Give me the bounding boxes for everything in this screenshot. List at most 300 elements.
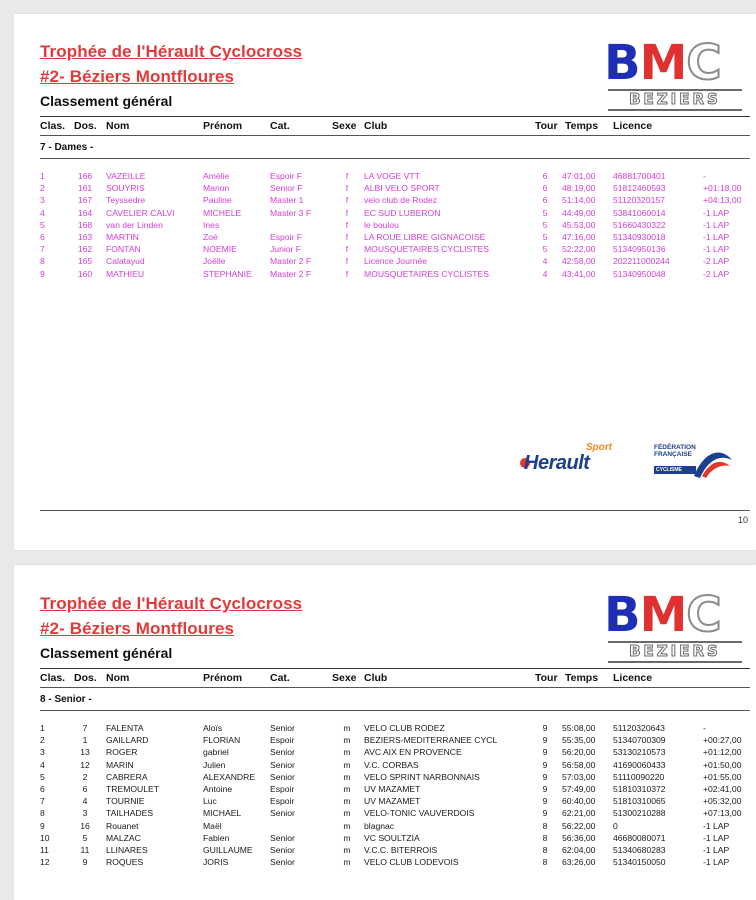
last-name-cell: TAILHADES <box>106 808 154 819</box>
col-nom: Nom <box>106 120 130 132</box>
licence-cell: 46881700401 <box>613 171 666 181</box>
event-subtitle: #2- Béziers Montfloures <box>40 619 235 638</box>
time-cell: 56:20,00 <box>562 747 596 758</box>
bib-cell: 9 <box>82 857 88 868</box>
last-name-cell: Calatayud <box>106 256 145 267</box>
sex-cell: m <box>343 820 351 831</box>
footer-rule <box>40 510 750 511</box>
col-club: Club <box>364 120 388 132</box>
bib-cell: 160 <box>77 268 93 279</box>
laps-cell: 9 <box>542 771 548 782</box>
bmc-letter-b: B <box>604 587 638 643</box>
last-name-cell: MALZAC <box>106 832 141 843</box>
rank-cell: 4 <box>40 207 45 218</box>
laps-cell: 9 <box>542 759 548 770</box>
header-rule <box>40 668 750 669</box>
first-name-cell: JORIS <box>203 857 229 868</box>
club-cell: blagnac <box>364 820 395 831</box>
licence-cell: 53841060014 <box>613 207 666 218</box>
col-temps: Temps <box>565 120 599 132</box>
last-name-cell: MATHIEU <box>106 268 145 279</box>
table-row <box>14 207 756 219</box>
rank-cell: 7 <box>40 244 45 255</box>
sex-cell: f <box>345 256 349 267</box>
results-table <box>14 722 756 868</box>
ffc-swoosh-icon <box>690 442 734 480</box>
last-name-cell: CAVELIER CALVI <box>106 207 175 218</box>
club-cell: VELO CLUB LODEVOIS <box>364 857 459 868</box>
table-row <box>14 243 756 255</box>
sex-cell: f <box>345 183 349 194</box>
bmc-beziers-wordmark: BEZIERS <box>608 641 742 663</box>
club-cell: LA VOGE VTT <box>364 171 420 181</box>
col-tour: Tour <box>535 120 558 132</box>
licence-cell: 202211000244 <box>613 256 670 267</box>
licence-cell: 51340150050 <box>613 857 666 868</box>
category-rule <box>40 710 750 711</box>
table-row <box>14 771 756 783</box>
rank-cell: 10 <box>40 832 50 843</box>
club-cell: Licence Journée <box>364 256 428 267</box>
colhead-rule <box>40 687 750 688</box>
last-name-cell: ROQUES <box>106 857 144 868</box>
bib-cell: 164 <box>77 207 93 218</box>
last-name-cell: ROGER <box>106 747 138 758</box>
last-name-cell: GAILLARD <box>106 735 149 746</box>
time-cell: 56:58,00 <box>562 759 596 770</box>
sex-cell: f <box>345 219 349 230</box>
category-cell: Senior <box>270 808 295 819</box>
first-name-cell: gabriel <box>203 747 229 758</box>
first-name-cell: Manon <box>203 183 230 194</box>
bib-cell: 11 <box>80 844 90 855</box>
laps-cell: 5 <box>542 219 548 230</box>
category-cell: Espoir F <box>270 171 302 181</box>
col-clas: Clas. <box>40 672 66 684</box>
gap-cell: -1 LAP <box>703 231 730 242</box>
club-cell: VELO SPRINT NARBONNAIS <box>364 771 480 782</box>
time-cell: 47:01,00 <box>562 171 596 181</box>
gap-cell: +05:32,00 <box>703 796 742 807</box>
laps-cell: 6 <box>542 183 548 194</box>
laps-cell: 9 <box>542 808 548 819</box>
bmc-beziers-logo <box>604 35 744 110</box>
col-dos: Dos. <box>74 120 97 132</box>
last-name-cell: Rouanet <box>106 820 139 831</box>
sex-cell: m <box>343 735 351 746</box>
club-cell: le boulou <box>364 219 399 230</box>
last-name-cell: LLINARES <box>106 844 148 855</box>
ranking-title: Classement général <box>40 93 173 109</box>
rank-cell: 9 <box>40 268 45 279</box>
laps-cell: 5 <box>542 231 548 242</box>
laps-cell: 9 <box>542 735 548 746</box>
rank-cell: 3 <box>40 747 45 758</box>
time-cell: 52:22,00 <box>562 244 596 255</box>
first-name-cell: STEPHANIE <box>203 268 252 279</box>
time-cell: 57:49,00 <box>562 783 596 794</box>
licence-cell: 51340930018 <box>613 231 666 242</box>
ffc-line1: FÉDÉRATION <box>654 444 696 451</box>
rank-cell: 6 <box>40 231 45 242</box>
sex-cell: m <box>343 857 351 868</box>
licence-cell: 51110090220 <box>613 771 665 782</box>
col-temps: Temps <box>565 672 599 684</box>
time-cell: 45:53,00 <box>562 219 596 230</box>
gap-cell: +01:50,00 <box>703 759 742 770</box>
time-cell: 43:41,00 <box>562 268 596 279</box>
bmc-letter-c: C <box>686 35 719 91</box>
time-cell: 51:14,00 <box>562 195 596 206</box>
club-cell: VELO-TONIC VAUVERDOIS <box>364 808 475 819</box>
category-cell: Espoir <box>270 783 295 794</box>
table-row <box>14 194 756 206</box>
bmc-letter-b: B <box>604 35 638 91</box>
first-name-cell: Pauline <box>203 195 232 206</box>
club-cell: AVC AIX EN PROVENCE <box>364 747 462 758</box>
herault-sport-label: Sport <box>585 442 612 453</box>
laps-cell: 8 <box>542 857 548 868</box>
col-club: Club <box>364 672 388 684</box>
bib-cell: 168 <box>77 219 93 230</box>
gap-cell: -1 LAP <box>703 207 730 218</box>
bmc-letter-m: M <box>639 587 685 643</box>
last-name-cell: TREMOULET <box>106 783 159 794</box>
laps-cell: 9 <box>542 796 548 807</box>
licence-cell: 51340700309 <box>613 735 666 746</box>
time-cell: 57:03,00 <box>562 771 596 782</box>
first-name-cell: ALEXANDRE <box>203 771 256 782</box>
sex-cell: m <box>343 783 351 794</box>
ffc-logo <box>654 442 734 482</box>
last-name-cell: van der Linden <box>106 219 163 230</box>
event-title: Trophée de l'Hérault Cyclocross <box>40 42 303 61</box>
table-row <box>14 807 756 819</box>
rank-cell: 8 <box>40 256 45 267</box>
bmc-letter-c: C <box>686 587 719 643</box>
gap-cell: +02:41,00 <box>703 783 742 794</box>
colhead-rule <box>40 135 750 136</box>
table-row <box>14 255 756 267</box>
club-cell: velo club de Rodez <box>364 195 438 206</box>
gap-cell: -2 LAP <box>703 256 730 267</box>
laps-cell: 6 <box>542 195 548 206</box>
first-name-cell: Ines <box>203 219 220 230</box>
sex-cell: m <box>343 759 351 770</box>
category-heading: 7 - Dames - <box>40 142 94 153</box>
category-cell: Senior <box>270 832 295 843</box>
col-prenom: Prénom <box>203 672 243 684</box>
table-row <box>14 820 756 832</box>
results-table <box>14 170 756 280</box>
licence-cell: 0 <box>613 820 618 831</box>
club-cell: VELO CLUB RODEZ <box>364 723 445 733</box>
category-cell: Espoir F <box>270 231 302 242</box>
laps-cell: 5 <box>542 244 548 255</box>
time-cell: 55:35,00 <box>562 735 596 746</box>
licence-cell: 51810310372 <box>613 783 666 794</box>
first-name-cell: GUILLAUME <box>203 844 253 855</box>
col-nom: Nom <box>106 672 130 684</box>
last-name-cell: TOURNIE <box>106 796 145 807</box>
col-sexe: Sexe <box>332 672 357 684</box>
results-page-senior <box>14 565 756 900</box>
sex-cell: f <box>345 268 349 279</box>
table-row <box>14 856 756 868</box>
time-cell: 44:49,00 <box>562 207 596 218</box>
gap-cell: +04:13,00 <box>703 195 742 206</box>
gap-cell: -1 LAP <box>703 857 730 868</box>
last-name-cell: MARTIN <box>106 231 139 242</box>
last-name-cell: CABRERA <box>106 771 148 782</box>
category-cell: Senior <box>270 857 295 868</box>
rank-cell: 11 <box>40 844 49 855</box>
first-name-cell: Luc <box>203 796 217 807</box>
gap-cell: -1 LAP <box>703 244 730 255</box>
laps-cell: 6 <box>542 171 548 181</box>
col-cat: Cat. <box>270 120 290 132</box>
licence-cell: 51660430322 <box>613 219 666 230</box>
category-cell: Senior <box>270 771 295 782</box>
club-cell: ALBI VELO SPORT <box>364 183 440 194</box>
laps-cell: 9 <box>542 723 548 733</box>
col-licence: Licence <box>613 672 653 684</box>
col-clas: Clas. <box>40 120 66 132</box>
time-cell: 48:19,00 <box>562 183 596 194</box>
category-cell: Senior <box>270 747 295 758</box>
category-cell: Master 3 F <box>270 207 312 218</box>
category-cell: Espoir <box>270 735 295 746</box>
bib-cell: 12 <box>80 759 90 770</box>
table-row <box>14 219 756 231</box>
first-name-cell: Antoine <box>203 783 233 794</box>
licence-cell: 46680080071 <box>613 832 666 843</box>
bib-cell: 2 <box>82 771 88 782</box>
table-row <box>14 734 756 746</box>
first-name-cell: FLORIAN <box>203 735 241 746</box>
rank-cell: 2 <box>40 735 45 746</box>
laps-cell: 9 <box>542 747 548 758</box>
club-cell: BEZIERS-MEDITERRANEE CYCL <box>364 735 498 746</box>
table-row <box>14 759 756 771</box>
category-cell: Senior <box>270 723 295 733</box>
laps-cell: 9 <box>542 783 548 794</box>
gap-cell: +01:18,00 <box>703 183 742 194</box>
rank-cell: 4 <box>40 759 45 770</box>
category-cell: Espoir <box>270 796 295 807</box>
rank-cell: 1 <box>40 723 45 733</box>
sex-cell: f <box>345 195 349 206</box>
col-dos: Dos. <box>74 672 97 684</box>
bib-cell: 7 <box>82 723 88 733</box>
rank-cell: 9 <box>40 820 45 831</box>
licence-cell: 51340680283 <box>613 844 666 855</box>
table-row <box>14 722 756 734</box>
table-row <box>14 746 756 758</box>
time-cell: 47:16,00 <box>562 231 596 242</box>
sex-cell: m <box>343 723 351 733</box>
category-cell: Master 1 <box>270 195 304 206</box>
licence-cell: 51120320643 <box>613 723 665 733</box>
table-row <box>14 170 756 182</box>
bib-cell: 167 <box>77 195 93 206</box>
table-row <box>14 832 756 844</box>
first-name-cell: Zoé <box>203 231 218 242</box>
table-row <box>14 783 756 795</box>
time-cell: 62:04,00 <box>562 844 596 855</box>
club-cell: UV MAZAMET <box>364 796 421 807</box>
rank-cell: 5 <box>40 771 45 782</box>
rank-cell: 7 <box>40 796 45 807</box>
bmc-beziers-wordmark: BEZIERS <box>608 89 742 111</box>
laps-cell: 8 <box>542 832 548 843</box>
club-cell: LA ROUE LIBRE GIGNACOISE <box>364 231 486 242</box>
licence-cell: 51340950048 <box>613 268 666 279</box>
bmc-letter-m: M <box>639 35 685 91</box>
sex-cell: m <box>343 832 351 843</box>
col-sexe: Sexe <box>332 120 357 132</box>
gap-cell: +07:13,00 <box>703 808 742 819</box>
sex-cell: m <box>343 747 351 758</box>
club-cell: UV MAZAMET <box>364 783 421 794</box>
last-name-cell: VAZEILLE <box>106 171 146 181</box>
last-name-cell: Teyssedre <box>106 195 146 206</box>
gap-cell: -1 LAP <box>703 219 730 230</box>
ranking-title: Classement général <box>40 645 173 661</box>
licence-cell: 51300210288 <box>613 808 666 819</box>
time-cell: 60:40,00 <box>562 796 596 807</box>
table-row <box>14 231 756 243</box>
first-name-cell: Aloïs <box>203 723 223 733</box>
club-cell: V.C.C. BITERROIS <box>364 844 438 855</box>
time-cell: 63:26,00 <box>562 857 596 868</box>
herault-sport-logo <box>520 442 620 476</box>
bib-cell: 1 <box>82 735 88 746</box>
club-cell: V.C. CORBAS <box>364 759 419 770</box>
category-cell: Junior F <box>270 244 302 255</box>
club-cell: VC SOULTZIA <box>364 832 420 843</box>
category-cell: Senior <box>270 844 295 855</box>
sex-cell: m <box>343 771 351 782</box>
first-name-cell: Amélie <box>203 171 230 181</box>
gap-cell: +01:12,00 <box>703 747 742 758</box>
sex-cell: m <box>343 796 351 807</box>
bib-cell: 3 <box>82 808 88 819</box>
col-tour: Tour <box>535 672 558 684</box>
gap-cell: -1 LAP <box>703 844 730 855</box>
sex-cell: f <box>345 171 349 181</box>
bib-cell: 162 <box>77 244 93 255</box>
first-name-cell: Fabien <box>203 832 230 843</box>
licence-cell: 51340950136 <box>613 244 666 255</box>
results-page-dames <box>14 14 756 550</box>
bib-cell: 13 <box>80 747 90 758</box>
first-name-cell: Julien <box>203 759 226 770</box>
first-name-cell: MICHELE <box>203 207 242 218</box>
category-rule <box>40 158 750 159</box>
category-cell: Senior F <box>270 183 303 194</box>
licence-cell: 51812460593 <box>613 183 666 194</box>
first-name-cell: MICHAEL <box>203 808 242 819</box>
time-cell: 56:22,00 <box>562 820 596 831</box>
sex-cell: f <box>345 207 349 218</box>
first-name-cell: Maël <box>203 820 222 831</box>
category-heading: 8 - Senior - <box>40 694 92 705</box>
bib-cell: 4 <box>82 796 88 807</box>
table-row <box>14 268 756 280</box>
time-cell: 56:36,00 <box>562 832 596 843</box>
club-cell: EC SUD LUBERON <box>364 207 441 218</box>
col-cat: Cat. <box>270 672 290 684</box>
category-cell: Senior <box>270 759 295 770</box>
laps-cell: 8 <box>542 844 548 855</box>
licence-cell: 51810310065 <box>613 796 666 807</box>
gap-cell: -1 LAP <box>703 820 730 831</box>
last-name-cell: SOUYRIS <box>106 183 145 194</box>
laps-cell: 4 <box>542 268 548 279</box>
rank-cell: 6 <box>40 783 45 794</box>
rank-cell: 12 <box>40 857 50 868</box>
sex-cell: m <box>343 844 351 855</box>
col-licence: Licence <box>613 120 653 132</box>
category-cell: Master 2 F <box>270 268 312 279</box>
gap-cell: -2 LAP <box>703 268 730 279</box>
ffc-line2: FRANÇAISE <box>654 451 692 458</box>
last-name-cell: MARIN <box>106 759 134 770</box>
col-prenom: Prénom <box>203 120 243 132</box>
header-rule <box>40 116 750 117</box>
gap-cell: -1 LAP <box>703 832 730 843</box>
sex-cell: f <box>345 231 349 242</box>
table-row <box>14 844 756 856</box>
event-subtitle: #2- Béziers Montfloures <box>40 67 235 86</box>
rank-cell: 2 <box>40 183 45 194</box>
laps-cell: 8 <box>542 820 548 831</box>
gap-cell: +00:27,00 <box>703 735 742 746</box>
table-row <box>14 182 756 194</box>
time-cell: 62:21,00 <box>562 808 596 819</box>
laps-cell: 4 <box>542 256 548 267</box>
sex-cell: m <box>343 808 351 819</box>
gap-cell: +01:55,00 <box>703 771 742 782</box>
rank-cell: 3 <box>40 195 45 206</box>
gap-cell: - <box>703 171 706 181</box>
bmc-beziers-logo <box>604 587 744 662</box>
sex-cell: f <box>345 244 349 255</box>
rank-cell: 8 <box>40 808 45 819</box>
bib-cell: 16 <box>80 820 90 831</box>
first-name-cell: NOEMIE <box>203 244 237 255</box>
page-number: 10 <box>737 515 748 525</box>
rank-cell: 1 <box>40 171 45 181</box>
bib-cell: 163 <box>77 231 93 242</box>
table-row <box>14 795 756 807</box>
last-name-cell: FALENTA <box>106 723 144 733</box>
first-name-cell: Joëlle <box>203 256 226 267</box>
bib-cell: 161 <box>77 183 93 194</box>
laps-cell: 5 <box>542 207 548 218</box>
time-cell: 42:58,00 <box>562 256 596 267</box>
club-cell: MOUSQUETAIRES CYCLISTES <box>364 244 489 255</box>
bib-cell: 165 <box>77 256 93 267</box>
bib-cell: 166 <box>77 171 93 181</box>
last-name-cell: FONTAN <box>106 244 141 255</box>
licence-cell: 53130210573 <box>613 747 666 758</box>
herault-wordmark: Herault <box>524 452 590 474</box>
bib-cell: 6 <box>82 783 88 794</box>
licence-cell: 41690060433 <box>613 759 666 770</box>
time-cell: 55:08,00 <box>562 723 596 733</box>
